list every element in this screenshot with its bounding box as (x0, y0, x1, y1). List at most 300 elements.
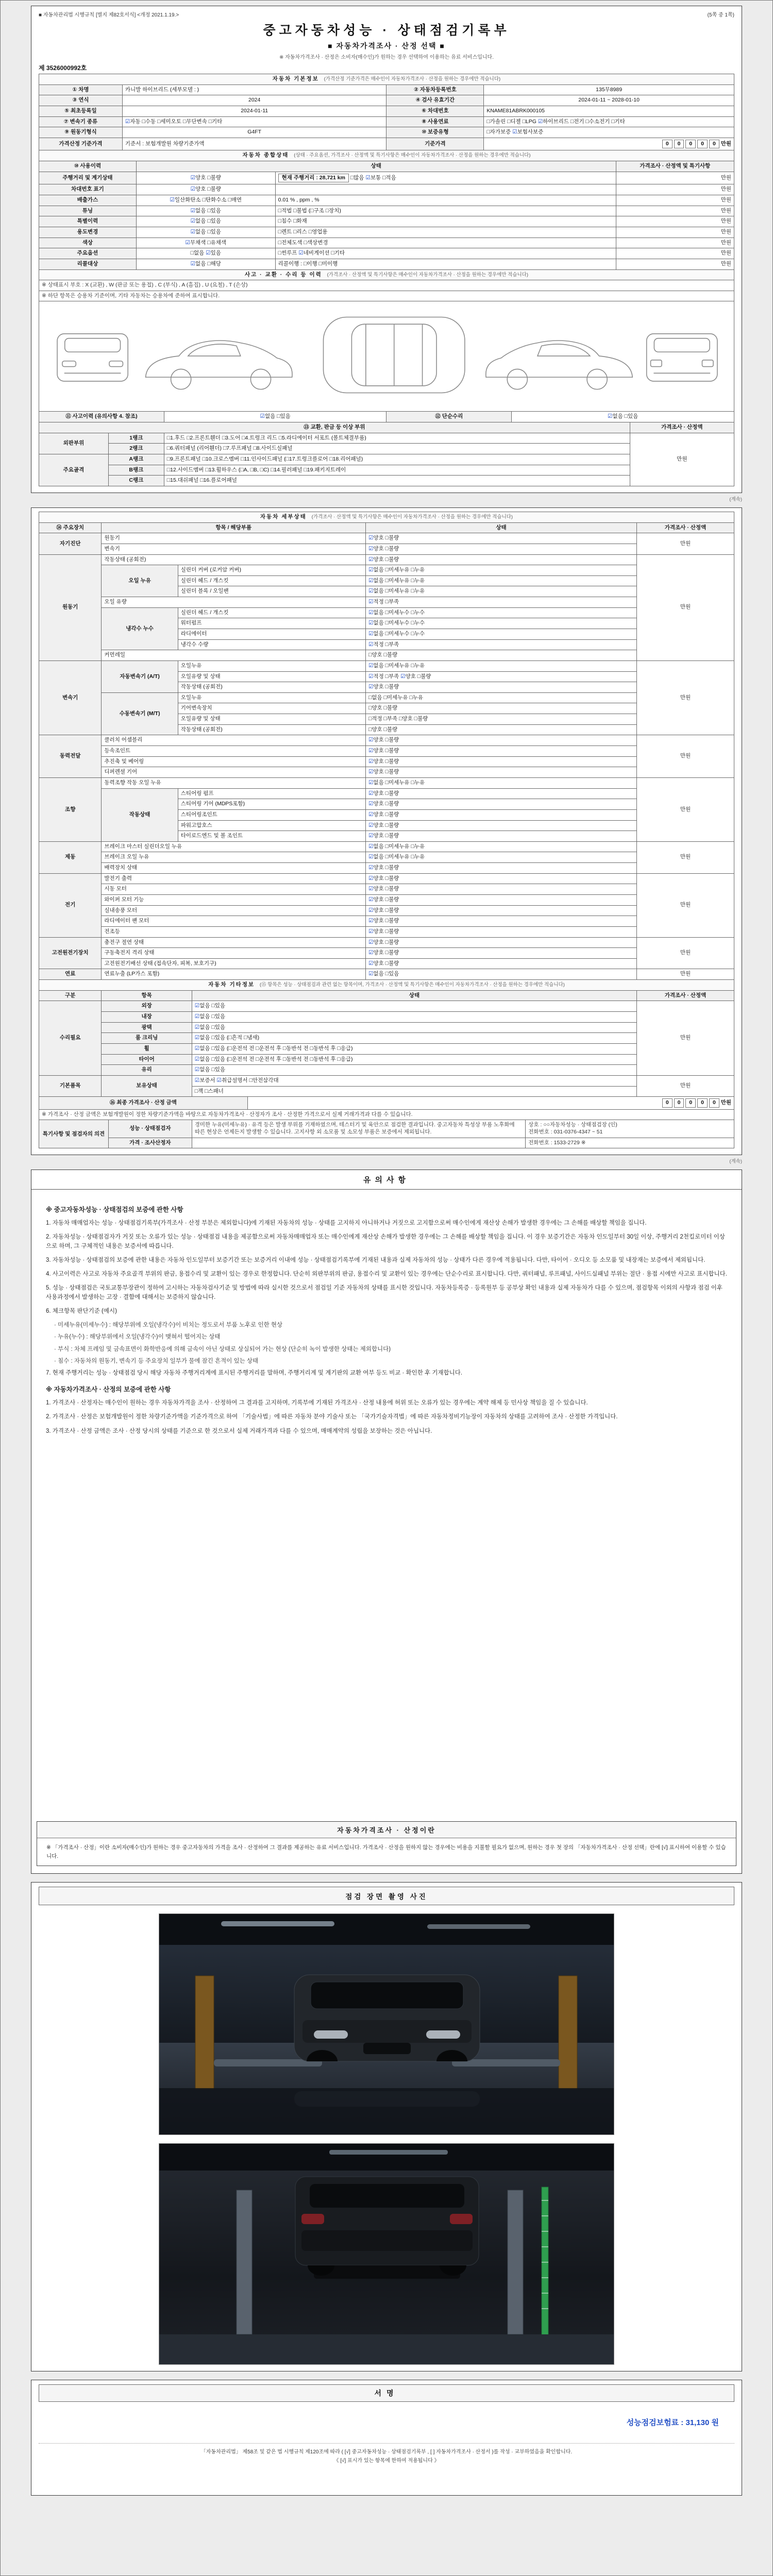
table-cell: 오일누유 (178, 660, 365, 671)
document-title: 중고자동차성능 · 상태점검기록부 (263, 23, 510, 38)
table-cell: ☑양호 □불량 (136, 184, 275, 195)
table-cell: ☑양호 □불량 (366, 863, 637, 874)
table-cell: ☑보증서 ☑취급설명서 □안전삼각대 (192, 1075, 636, 1086)
table-cell: 기본품목 (39, 1075, 102, 1096)
table-cell: ⑤ 최초등록일 (39, 106, 123, 116)
table-cell: 만원 (637, 969, 734, 980)
table-cell: □적정 □부족 □양호 □불량 (366, 714, 637, 725)
notes-paragraph: · 누유(누수) : 해당부위에서 오일(냉각수)이 맺혀서 떨어지는 상태 (54, 1334, 221, 1341)
table-cell: 만원 (616, 238, 734, 248)
pricing-explain-title: 자동차가격조사 · 산정이란 (37, 1822, 736, 1838)
table-cell: 기어변속장치 (178, 703, 365, 714)
table-cell: □12.사이드멤버 □13.휠하우스 (□A, □B, □C) □14.필러패널 □19.패키지트레이 (164, 465, 630, 476)
table-cell: ☑없음 □미세누수 □누수 (366, 607, 637, 618)
table-cell: ⑥ 차대번호 (386, 106, 484, 116)
table-cell: 전조등 (102, 926, 366, 937)
notes-paragraph: 6. 체크항목 판단기준 (예시) (46, 1308, 117, 1314)
notes-paragraph: 5. 성능 · 상태점검은 국토교통부장관이 정하여 고시하는 자동차검사기준 및 방법에 따라 실시한 것으로서 점검일 기준 자동차의 상태를 표시한 것입니다. 자동차등록증 · 등록원부 등 공부상 확인 내용과 실제 자동차가 다를 수 있으며, 점검항목 이외의 사항과 점검 이후 사용과정에서 발생하는 고장 · 결함에 대해서는 보증하지 않습니다. (46, 1285, 723, 1300)
vehicle-name-value: 카니발 하이브리드 (세부모델 : ) (122, 84, 386, 95)
notes-paragraph: 1. 자동차 매매업자는 성능 · 상태점검기록부(가격조사 · 산정 부분은 제외합니다)에 기재된 자동차의 성능 · 상태를 고지하지 아니하거나 거짓으로 고지함으로써 매수인에게 재산상 손해가 발생한 경우에는 그 손해를 배상할 책임을 집니다. (46, 1220, 647, 1227)
table-cell: 작동상태 (102, 788, 178, 841)
table-cell: 용도변경 (39, 227, 137, 238)
table-cell: ☑양호 □불량 (366, 926, 637, 937)
table-cell: ④ 검사 유효기간 (386, 95, 484, 106)
lift-column-right (559, 1976, 577, 2089)
table-cell: ☑양호 □불량 (366, 799, 637, 810)
registration-number-value: 135무8989 (484, 84, 734, 95)
table-cell: 만원 (637, 533, 734, 554)
lift-column-left (237, 2190, 252, 2334)
lift-column-left (195, 1976, 214, 2089)
document-subnote: ※ 자동차가격조사 · 산정은 소비자(매수인)가 원하는 경우 선택하여 이용하는 유료 서비스입니다. (279, 55, 494, 60)
table-cell: 수동변속기 (M/T) (102, 692, 178, 735)
form-reference-row (39, 10, 734, 18)
table-cell: 오일유량 및 상태 (178, 714, 365, 725)
table-cell: 동력전달 (39, 735, 102, 778)
table-cell: ☑적정 □부족 (366, 639, 637, 650)
table-cell: ☑없음 □해당 (136, 259, 275, 269)
table-cell: ☑없음 □미세누유 □누유 (366, 841, 637, 852)
pricing-explain-box (37, 1821, 736, 1866)
table-cell: 고전원전기배선 상태 (접속단자, 피복, 보호기구) (102, 958, 366, 969)
accident-history-header-table (39, 269, 734, 302)
table-cell: 냉각수 수량 (178, 639, 365, 650)
table-cell: 배력장치 상태 (102, 863, 366, 874)
table-cell: 타이로드엔드 및 볼 조인트 (178, 831, 365, 842)
table-cell: 특별이력 (39, 216, 137, 227)
table-cell: 가격조사 · 산정액 (637, 522, 734, 533)
notes-paragraph: 7. 현재 주행거리는 성능 · 상태점검 당시 해당 자동차 주행거리계에 표시된 주행거리를 말하며, 주행거리계 및 계기판의 교환 여부 등도 비교 · 확인한 후 기재합니다. (46, 1370, 463, 1377)
table-cell: 와이퍼 모터 기능 (102, 895, 366, 906)
inspection-photo-rear (159, 2143, 614, 2365)
photo-section-title: 점검 장면 촬영 사진 (39, 1887, 734, 1905)
car-diagram-top-view (324, 317, 465, 393)
table-cell: ☑양호 □불량 (136, 172, 275, 184)
table-cell: 항목 / 해당부품 (102, 522, 366, 533)
headlight-right (426, 2030, 460, 2039)
notes-heading: ※ 중고자동차성능 · 상태점검의 보증에 관한 사항 (46, 1206, 183, 1214)
table-cell: 가격조사 · 산정액 (637, 990, 734, 1001)
legal-line-1: 「자동차관리법」 제58조 및 같은 법 시행규칙 제120조에 따라 ( [√] 중고자동차성능 · 상태점검기록부 , [ ] 자동차가격조사 · 산정서 )를 작성 · 교부하였음을 확인합니다. (200, 2449, 573, 2455)
table-cell (192, 1138, 526, 1148)
continue-note-2: (계속) (729, 1159, 742, 1165)
table-cell: 원동기 (102, 533, 366, 544)
exchanged-parts-table (39, 422, 734, 486)
notes-paragraph: 1. 가격조사 · 산정자는 매수인이 원하는 경우 자동차가격을 조사 · 산정하여 그 결과를 고지하며, 기록부에 기재된 가격조사 · 산정 내용에 허위 또는 오류가 있는 경우에는 계약 해제 등 민사상 책임을 질 수 있습니다. (46, 1400, 588, 1406)
table-cell: 오일유량 및 상태 (178, 671, 365, 682)
vin-value: KNAME81ABRK000105 (484, 106, 734, 116)
table-cell: ☑양호 □불량 (366, 735, 637, 746)
basic-info-table (39, 74, 734, 150)
car-diagram-left-side-view (146, 341, 292, 390)
table-cell: ☑양호 □불량 (366, 746, 637, 757)
car-damage-diagram (39, 301, 734, 412)
ceiling-light (329, 2150, 448, 2155)
table-cell: 실린더 블록 / 오일팬 (178, 586, 365, 597)
table-cell: 만원 (630, 433, 734, 486)
table-cell: ☑양호 □불량 (366, 682, 637, 693)
table-cell: 가격산정 기준가격 (39, 138, 123, 150)
table-cell: 리콜대상 (39, 259, 137, 269)
underbody (314, 2265, 460, 2279)
table-cell: □없음 ☑있음 (136, 248, 275, 259)
table-cell: □잭 □스패너 (192, 1086, 636, 1097)
table-cell: ⑭ 주요장치 (39, 522, 102, 533)
table-cell: 라디에이터 팬 모터 (102, 916, 366, 927)
table-cell: 실린더 헤드 / 개스킷 (178, 607, 365, 618)
table-cell: 주요옵션 (39, 248, 137, 259)
table-cell: ☑양호 □불량 (366, 905, 637, 916)
model-year-value: 2024 (122, 95, 386, 106)
table-cell: 배출가스 (39, 195, 137, 206)
table-cell: □1.후드 □2.프론트휀더 □3.도어 □4.트렁크 리드 □5.라디에이터 서포트 (볼트체결부품) (164, 433, 630, 444)
table-cell: ① 차명 (39, 84, 123, 95)
table-cell: 내장 (102, 1012, 192, 1023)
table-cell: B랭크 (108, 465, 164, 476)
table-cell: ☑없음 □미세누유 □누유 (366, 565, 637, 576)
legal-line-2: 《 [√] 표시가 있는 항목에 한하여 적용됩니다 》 (333, 2458, 440, 2464)
table-cell: 스티어링조인트 (178, 809, 365, 820)
table-cell: ☑없음 □미세누수 □누수 (366, 629, 637, 639)
table-cell: 성능 · 상태점검자 (108, 1120, 192, 1138)
table-cell: 디퍼렌셜 기어 (102, 767, 366, 778)
photo-front-graphic (159, 1914, 614, 2135)
table-cell: ⑪ 사고이력 (유의사항 4. 참조) (39, 412, 164, 422)
table-cell: 만원 (637, 777, 734, 841)
table-cell: 색상 (39, 238, 137, 248)
table-cell: ☑양호 □불량 (366, 948, 637, 959)
table-cell: 만원 (616, 248, 734, 259)
car-diagram-front-view (57, 334, 128, 381)
notes-paragraph: · 미세누유(미세누수) : 해당부위에 오일(냉각수)이 비치는 정도로서 부품 노후로 인한 현상 (54, 1322, 283, 1329)
table-cell: □썬루프 ☑네비게이션 □기타 (275, 248, 616, 259)
table-cell: 만원 (616, 259, 734, 269)
table-cell: 보유상태 (102, 1075, 192, 1096)
table-cell: 상태 (366, 522, 637, 533)
sheet-3 (31, 1170, 742, 1874)
table-cell: ☑양호 □불량 (366, 937, 637, 948)
table-cell: ☑없음 □있음 (192, 1022, 636, 1033)
table-cell: 외판부위 (39, 433, 109, 454)
table-cell: 오일 유량 (102, 597, 366, 608)
table-cell: ☑없음 □있음 (136, 227, 275, 238)
taillight-left (301, 2214, 324, 2224)
table-cell: ☑없음 □있음 (□흔적 □냄새) (192, 1033, 636, 1044)
table-cell: □자가보증 ☑보험사보증 (484, 127, 734, 138)
table-cell: 라디에이터 (178, 629, 365, 639)
etc-info-table (39, 979, 734, 1097)
car-rear-graphic (295, 2177, 479, 2279)
table-cell: ☑없음 □있음 (136, 216, 275, 227)
table-cell: 주행거리 및 계기상태 (39, 172, 137, 184)
table-cell: 만원 (637, 841, 734, 873)
table-cell: C랭크 (108, 476, 164, 486)
table-cell: 구동축전지 격리 상태 (102, 948, 366, 959)
table-cell: ☑양호 □불량 (366, 884, 637, 895)
sheet-1 (31, 6, 742, 493)
table-cell: 만원 (637, 660, 734, 735)
floor (159, 2334, 614, 2365)
section-title-accident: 사고 · 교환 · 수리 등 이력 (가격조사 · 산정액 및 특기사항은 매수인이 자동차가격조사 · 산정을 원하는 경우에만 적습니다) (39, 269, 734, 280)
inspector-opinion-table (39, 1120, 734, 1148)
table-cell: A랭크 (108, 454, 164, 465)
table-cell: 조향 (39, 777, 102, 841)
table-cell: ☑없음 □있음 (164, 412, 386, 422)
table-cell: 파워고압호스 (178, 820, 365, 831)
table-cell: 0 0 0 0 0 만원 (484, 138, 734, 150)
table-cell: □적법 □불법 (□구조 □장치) (275, 206, 616, 216)
table-cell: 전화번호 : 1533-2729 ※ (526, 1138, 734, 1148)
table-cell: 변속기 (102, 544, 366, 554)
detail-condition-table (39, 512, 734, 980)
table-cell (275, 184, 616, 195)
table-cell: ⑨ 원동기형식 (39, 127, 123, 138)
photo-rear-graphic (159, 2144, 614, 2365)
table-cell: 오일누유 (178, 692, 365, 703)
table-cell: ☑없음 □있음 (192, 1065, 636, 1076)
document-subtitle: ■ 자동차가격조사 · 산정 선택 ■ (328, 42, 445, 50)
car-front-graphic (294, 1975, 480, 2061)
table-cell: ☑적정 □부족 ☑양호 □불량 (366, 671, 637, 682)
table-cell: ☑양호 □불량 (366, 788, 637, 799)
sheet-4 (31, 1882, 742, 2371)
table-cell: ⑦ 변속기 종류 (39, 116, 123, 127)
sheet-2 (31, 507, 742, 1155)
table-cell: 만원 (637, 554, 734, 660)
taillight-right (450, 2214, 473, 2224)
table-cell: 연료 (39, 969, 102, 980)
table-cell: ⑩ 보증유형 (386, 127, 484, 138)
table-cell: ☑적정 □부족 (366, 597, 637, 608)
table-cell: ③ 연식 (39, 95, 123, 106)
table-cell: ☑양호 □불량 (366, 533, 637, 544)
table-cell: □렌트 □리스 □영업용 (275, 227, 616, 238)
table-cell: 기준서 : 보험개발원 차량기준가액 (122, 138, 386, 150)
notes-body (31, 1190, 742, 1813)
table-cell: ☑없음 □있음 (136, 206, 275, 216)
table-cell: ☑없음 □미세누수 □누수 (366, 618, 637, 629)
table-cell: 작동상태 (공회전) (102, 554, 366, 565)
table-cell: □양호 □불량 (366, 650, 637, 661)
table-cell: □없음 □미세누유 □누유 (366, 692, 637, 703)
section-title-detail: 자동차 세부상태 (가격조사 · 산정액 및 특기사항은 매수인이 자동차가격조사 · 산정을 원하는 경우에만 적습니다) (39, 512, 734, 522)
table-cell: ☑양호 □불량 (366, 809, 637, 820)
table-cell: ☑양호 □불량 (366, 554, 637, 565)
table-cell: ☑무채색 □유채색 (136, 238, 275, 248)
table-cell: 변속기 (39, 660, 102, 735)
table-cell: 주요골격 (39, 454, 109, 486)
document-number: 제 3526000992호 (39, 64, 87, 72)
table-cell: 자동변속기 (A/T) (102, 660, 178, 692)
lift-column-right (508, 2190, 523, 2334)
table-cell: 전기 (39, 873, 102, 937)
table-cell: 가격조사 · 산정액 및 특기사항 (616, 161, 734, 172)
table-cell: 유리 (102, 1065, 192, 1076)
inspection-photo-front (159, 1913, 614, 2135)
table-cell: ② 자동차등록번호 (386, 84, 484, 95)
table-cell: 실린더 커버 (로커암 커버) (178, 565, 365, 576)
continue-note: (계속) (729, 496, 742, 502)
table-cell: 실내송풍 모터 (102, 905, 366, 916)
table-cell: ☑양호 □불량 (366, 767, 637, 778)
section-title-overall: 자동차 종합상태 (상태 · 주요옵션, 가격조사 · 산정액 및 특기사항은 매수인이 자동차가격조사 · 산정을 원하는 경우에만 적습니다) (39, 150, 734, 161)
table-cell: ⑩ 사용이력 (39, 161, 137, 172)
table-cell: 리콜이행 : □이행 □미이행 (275, 259, 616, 269)
table-cell: 원동기 (39, 554, 102, 660)
table-cell: □침수 □화재 (275, 216, 616, 227)
table-cell: 만원 (637, 1001, 734, 1075)
table-cell: □9.프론트패널 □10.크로스멤버 □11.인사이드패널 (□17.트렁크플로어 □18.리어패널) (164, 454, 630, 465)
table-cell: 상태 (136, 161, 616, 172)
table-cell: ※ 가격조사 · 산정 금액은 보험개발원이 정한 차량기준가액을 바탕으로 자동차가격조사 · 산정자가 조사 · 산정한 가격으로서 실제 거래가격과 다를 수 있습니다. (39, 1109, 734, 1120)
table-cell: ☑양호 □불량 (366, 756, 637, 767)
headlight-left (314, 2030, 348, 2039)
form-reference: ■ 자동차관리법 시행규칙 [별지 제82호서식] <개정 2021.1.19.> (39, 12, 179, 18)
table-cell: 만원 (616, 184, 734, 195)
inspection-fee-label: 성능점검보험료 : (626, 2418, 686, 2428)
notes-paragraph: 3. 가격조사 · 산정 금액은 조사 · 산정 당시의 상태를 기준으로 한 것으로서 실제 거래가격과 다를 수 있으며, 매매계약의 성립을 보장하는 것은 아닙니다. (46, 1428, 432, 1434)
table-cell: 1랭크 (108, 433, 164, 444)
table-cell: 광택 (102, 1022, 192, 1033)
page-number: (5쪽 중 1쪽) (707, 12, 734, 18)
table-cell: 만원 (616, 172, 734, 184)
table-cell: 특기사항 및 점검자의 의견 (39, 1120, 109, 1148)
engine-type-value: G4FT (122, 127, 386, 138)
car-diagram-right-side-view (486, 341, 632, 390)
table-cell: 커먼레일 (102, 650, 366, 661)
table-cell: 냉각수 누수 (102, 607, 178, 650)
table-cell: ☑없음 □있음 (□운전석 전 □운전석 후 □동반석 전 □동반석 후 □응급) (192, 1054, 636, 1065)
notes-paragraph: 3. 자동차성능 · 상태점검의 보증에 관한 내용은 자동차 인도일부터 보증기간 또는 보증거리 이내에 성능 · 상태점검기록부에 기재된 내용과 실제 자동차의 성능 · 상태가 다른 경우에 적용됩니다. 다만, 타이어 · 오디오 등 소모품 및 내장재는 보증에서 제외됩니다. (46, 1257, 705, 1263)
section-title-basic: 자동차 기본정보 (가격산정 기준가격은 매수인이 자동차가격조사 · 산정을 원하는 경우에만 적습니다) (39, 74, 734, 85)
table-cell: 수리필요 (39, 1001, 102, 1075)
table-cell: 구분 (39, 990, 102, 1001)
table-cell: 상태 (192, 990, 636, 1001)
table-cell: ☑없음 □미세누유 □누유 (366, 575, 637, 586)
table-cell: ☑없음 □있음 (512, 412, 734, 422)
pricing-explain-body: ※ 「가격조사 · 산정」이란 소비자(매수인)가 원하는 경우 중고자동차의 가격을 조사 · 산정하여 그 결과를 제공하는 유료 서비스입니다. 가격조사 · 산정을 원하지 않는 경우에는 비용을 지불할 필요가 없으며, 원하는 경우 첫 장의 「자동차가격조사 · 산정 선택」란에 [√] 표시하여 이용할 수 있습니다. (46, 1844, 726, 1859)
final-price-value: 0 0 0 0 0 만원 (247, 1097, 734, 1110)
emission-value: 0.01 % , ppm , % (275, 195, 616, 206)
table-cell: ☑없음 □있음 (192, 1012, 636, 1023)
table-cell: ☑일산화탄소 □탄화수소 □매연 (136, 195, 275, 206)
table-cell: ☑없음 □미세누유 □누유 (366, 777, 637, 788)
table-cell: 만원 (616, 195, 734, 206)
table-cell: ☑양호 □불량 (366, 544, 637, 554)
table-cell: 항목 (102, 990, 192, 1001)
table-cell: 등속조인트 (102, 746, 366, 757)
table-cell: 충전구 절연 상태 (102, 937, 366, 948)
table-cell: 만원 (616, 227, 734, 238)
table-cell: 튜닝 (39, 206, 137, 216)
table-cell: □가솔린 □디젤 □LPG ☑하이브리드 □전기 □수소전기 □기타 (484, 116, 734, 127)
table-cell: 만원 (616, 206, 734, 216)
table-cell: 추진축 및 베어링 (102, 756, 366, 767)
table-cell: ☑없음 □있음 (□운전석 전 □운전석 후 □동반석 전 □동반석 후 □응급) (192, 1043, 636, 1054)
table-cell: 고전원전기장치 (39, 937, 102, 969)
title-block (39, 20, 734, 60)
signature-title: 서명 (39, 2384, 734, 2402)
table-cell: 상호 : ○○자동차성능 · 상태점검장 (인) 전화번호 : 031-0376-4347 ~ 51 (526, 1120, 734, 1138)
table-cell: 연료누출 (LP가스 포함) (102, 969, 366, 980)
table-cell: 2랭크 (108, 444, 164, 454)
notes-heading: ※ 자동차가격조사 · 산정의 보증에 관한 사항 (46, 1386, 171, 1394)
floor-reflection (294, 2091, 480, 2107)
table-cell: ☑양호 □불량 (366, 916, 637, 927)
table-cell: 기준가격 (386, 138, 484, 150)
table-cell: 자기진단 (39, 533, 102, 554)
table-cell: ☑없음 □미세누유 □누유 (366, 586, 637, 597)
table-cell: 스티어링 기어 (MDPS포함) (178, 799, 365, 810)
table-cell: 스티어링 펌프 (178, 788, 365, 799)
table-cell: 가격조사 · 산정액 (630, 422, 734, 433)
notes-paragraph: 2. 가격조사 · 산정은 보험개발원이 정한 차량기준가액을 기준가격으로 하여 「기술사법」에 따른 자동차 분야 기술사 또는 「국가기술자격법」에 따른 자동차정비기능장이 자동차의 상태를 고려하여 조사 · 산정한 가격입니다. (46, 1414, 618, 1420)
table-cell: 실린더 헤드 / 개스킷 (178, 575, 365, 586)
table-cell: ☑없음 □미세누유 □누유 (366, 660, 637, 671)
notes-paragraph: · 침수 : 자동차의 원동기, 변속기 등 주요장치 일부가 물에 잠긴 흔적이 있는 상태 (54, 1358, 259, 1364)
car-diagram-svg (44, 304, 729, 405)
table-cell: 클러치 어셈블리 (102, 735, 366, 746)
table-cell: 만원 (637, 873, 734, 937)
table-cell: ☑양호 □불량 (366, 873, 637, 884)
accident-flags-table (39, 411, 734, 422)
table-cell: ※ 상태표시 부호 : X (교환) , W (판금 또는 용접) , C (부식) , A (흠집) , U (요철) , T (손상) (39, 280, 734, 291)
table-cell: 만원 (637, 735, 734, 778)
table-cell: 만원 (616, 216, 734, 227)
car-diagram-rear-view (647, 334, 717, 381)
final-price-table (39, 1096, 734, 1120)
signature-legal-lines (39, 2443, 734, 2465)
table-cell: ☑양호 □불량 (366, 958, 637, 969)
table-cell: 타이어 (102, 1054, 192, 1065)
table-cell: ※ 하단 항목은 승용차 기준이며, 기타 자동차는 승용차에 준하여 표시합니다. (39, 291, 734, 301)
table-cell: 동력조향 작동 오일 누유 (102, 777, 366, 788)
notes-paragraph: · 부식 : 차체 프레임 및 금속표면이 화학반응에 의해 금속이 아닌 상태로 상실되어 가는 현상 (단순히 녹이 발생한 상태는 제외합니다) (54, 1346, 391, 1352)
notes-paragraph: 2. 자동차성능 · 상태점검자가 거짓 또는 오류가 있는 성능 · 상태점검 내용을 제공함으로써 자동차매매업자 또는 매수인에게 재산상 손해가 발생한 경우에는 그 손해를 배상할 책임을 집니다. 이 경우 보증기간은 자동차 인도일부터 30일 이상, 주행거리 2천킬로미터 이상으로 하며, 그 구체적인 내용은 보증서에 따릅니다. (46, 1234, 725, 1249)
notes-paragraph: 4. 사고이력은 사고로 자동차 주요골격 부위의 판금, 용접수리 및 교환이 있는 경우로 한정합니다. 단순히 외판부위의 판금, 용접수리 및 교환이 있는 경우에는 단순수리로 표시합니다. 다만, 쿼터패널, 루프패널, 사이드실패널 부위는 절단 · 용접 시에만 사고로 표시합니다. (46, 1271, 727, 1278)
table-cell: 차대번호 표기 (39, 184, 137, 195)
table-cell: ☑없음 □미세누유 □누유 (366, 852, 637, 863)
table-cell: □양호 □불량 (366, 703, 637, 714)
first-registration-value: 2024-01-11 (122, 106, 386, 116)
table-cell: 룸 크리닝 (102, 1033, 192, 1044)
table-cell: 휠 (102, 1043, 192, 1054)
table-cell: ⑯ 최종 가격조사 · 산정 금액 (39, 1097, 248, 1110)
sheet-5 (31, 2380, 742, 2496)
table-cell: □전체도색 □색상변경 (275, 238, 616, 248)
table-cell: ☑없음 □있음 (192, 1001, 636, 1012)
signature-body (39, 2402, 734, 2443)
table-cell: 작동상태 (공회전) (178, 682, 365, 693)
table-cell: ☑자동 □수동 □세미오토 □무단변속 □기타 (122, 116, 386, 127)
table-cell: ☑양호 □불량 (366, 820, 637, 831)
table-cell: ☑양호 □불량 (366, 895, 637, 906)
mileage-value: 현재 주행거리 : 28,721 km □많음 ☑보통 □적음 (275, 172, 616, 184)
inspection-period-value: 2024-01-11 ~ 2028-01-10 (484, 95, 734, 106)
table-cell: 외장 (102, 1001, 192, 1012)
table-cell: □15.대쉬패널 □16.플로어패널 (164, 476, 630, 486)
table-cell: 오일 누유 (102, 565, 178, 597)
ceiling-light (427, 1924, 530, 1929)
notes-title: 유의사항 (31, 1170, 742, 1190)
table-cell: □6.쿼터패널 (리어휀더) □7.루프패널 □8.사이드실패널 (164, 444, 630, 454)
table-cell: 가격 · 조사산정자 (108, 1138, 192, 1148)
ceiling-light (221, 1921, 334, 1926)
table-cell: 만원 (637, 937, 734, 969)
table-cell: ☑양호 □불량 (366, 831, 637, 842)
table-cell: 시동 모터 (102, 884, 366, 895)
inspection-fee (627, 2417, 719, 2428)
